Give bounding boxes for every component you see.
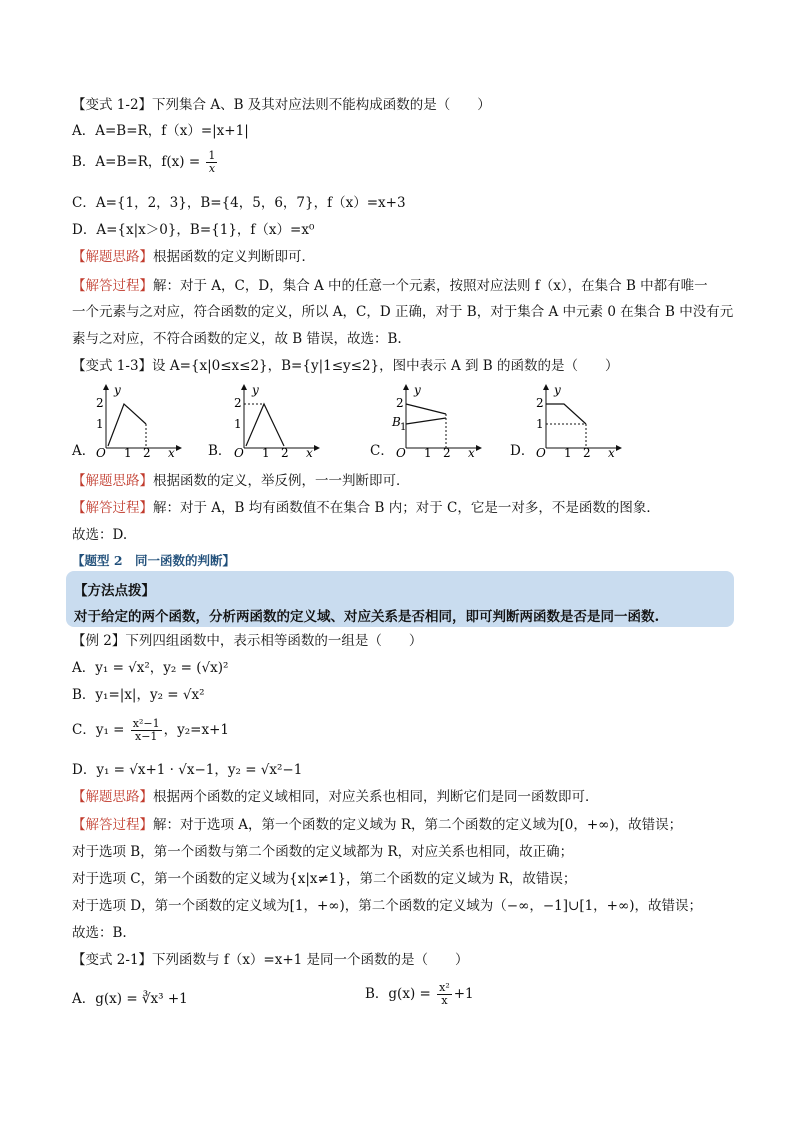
graph-b-tick-x2: 2 [281, 446, 289, 458]
graph-c-tick-y2: 2 [396, 396, 404, 410]
v12-option-b-numerator: 1 [208, 149, 216, 162]
ex2-option-c [72, 718, 229, 743]
ex2-idea [72, 788, 599, 806]
graph-c-tick-x1: 1 [424, 446, 432, 458]
v12-option-b [72, 150, 219, 175]
ex2-idea-text: 根据两个函数的定义域相同，对应关系也相同，判断它们是同一函数即可． [153, 789, 599, 805]
graph-b-origin: O [234, 446, 244, 458]
v12-idea [72, 248, 315, 266]
v21-option-b-fraction [437, 982, 452, 1007]
v12-option-c: C．A={1，2，3}，B={4，5，6，7}，f（x）=x+3 [72, 195, 406, 211]
graph-c-axis-x: x [468, 446, 475, 458]
graph-b-tick-y2: 2 [234, 396, 242, 410]
v12-proc-label: 【解答过程】 [72, 278, 153, 294]
v12-option-b-denominator: x [208, 162, 216, 175]
v21-option-b-denominator: x [441, 994, 448, 1007]
v13-proc-1 [72, 499, 660, 517]
ex2-proc-1 [72, 816, 682, 834]
ex2-option-c-post: ，y₂=x+1 [163, 722, 229, 738]
v12-idea-text: 根据函数的定义判断即可． [153, 249, 315, 265]
graph-b-label: B． [208, 443, 232, 459]
v13-idea-text: 根据函数的定义，举反例，一一判断即可． [153, 473, 410, 489]
graph-d-tick-x1: 1 [564, 446, 572, 458]
graph-a-label: A． [72, 443, 96, 459]
v12-option-a: A．A=B=R，f（x）=|x+1| [72, 123, 249, 139]
graph-a-tick-x1: 1 [124, 446, 132, 458]
ex2-proc-3: 对于选项 C，第一个函数的定义域为{x|x≠1}，第二个函数的定义域为 R，故错误； [72, 871, 577, 887]
ex2-option-c-fraction [131, 718, 162, 743]
method-box [66, 571, 734, 627]
graph-d-axis-x: x [608, 446, 615, 458]
v13-proc-2: 故选：D. [72, 527, 128, 543]
graph-b-axis-x: x [306, 446, 313, 458]
ex2-option-c-denominator: x−1 [134, 730, 158, 743]
v21-option-b [365, 982, 474, 1007]
graph-c-b-label: B [392, 415, 401, 429]
graph-b-tick-x1: 1 [262, 446, 270, 458]
graph-a-tick-x2: 2 [143, 446, 151, 458]
type2-heading: 【题型 2 同一函数的判断】 [72, 553, 236, 568]
v13-proc-text-1: 解：对于 A，B 均有函数值不在集合 B 内；对于 C，它是一对多，不是函数的图象． [153, 500, 660, 516]
v12-proc-2: 一个元素与之对应，符合函数的定义，所以 A，C，D 正确，对于 B，对于集合 A 中元素 0 在集合 B 中没有元 [72, 304, 734, 320]
graph-d [528, 382, 628, 458]
graph-a-axis-y: y [114, 383, 121, 397]
graph-c-tick-x2: 2 [443, 446, 451, 458]
ex2-proc-4: 对于选项 D，第一个函数的定义域为[1，+∞)，第二个函数的定义域为（−∞，−1]∪[1，+∞)，故错误； [72, 898, 703, 914]
v21-title: 【变式 2-1】下列函数与 f（x）=x+1 是同一个函数的是（ ） [72, 952, 469, 968]
ex2-proc-5: 故选：B. [72, 925, 127, 941]
graph-a-tick-y2: 2 [96, 396, 104, 410]
v21-option-a: A．g(x) = ∛x³ +1 [72, 991, 188, 1007]
v21-option-b-post: +1 [453, 986, 474, 1002]
ex2-option-d: D．y₁ = √x+1 · √x−1，y₂ = √x²−1 [72, 762, 303, 778]
v12-option-b-text: B．A=B=R，f(x) = [72, 154, 201, 170]
ex2-option-a: A．y₁ = √x²，y₂ = (√x)² [72, 660, 229, 676]
v12-title: 【变式 1-2】下列集合 A、B 及其对应法则不能构成函数的是（ ） [72, 97, 491, 113]
graph-a-axis-x: x [168, 446, 175, 458]
v12-option-b-fraction [206, 150, 217, 175]
method-label: 【方法点拨】 [74, 583, 155, 599]
ex2-option-c-numerator: x²−1 [132, 717, 160, 730]
v12-proc-1 [72, 277, 708, 295]
graph-d-label: D． [510, 443, 535, 459]
graph-b [226, 382, 326, 458]
v12-proc-text-1: 解：对于 A，C，D，集合 A 中的任意一个元素，按照对应法则 f（x），在集合 B 中都有唯一 [153, 278, 708, 294]
ex2-proc-text-1: 解：对于选项 A，第一个函数的定义域为 R，第二个函数的定义域为[0，+∞)，故错误； [153, 817, 683, 833]
v21-option-b-text: B．g(x) = [365, 986, 431, 1002]
v13-idea-label: 【解题思路】 [72, 473, 153, 489]
graph-d-tick-x2: 2 [583, 446, 591, 458]
v12-idea-label: 【解题思路】 [72, 249, 153, 265]
graph-d-origin: O [536, 446, 546, 458]
v21-option-b-numerator: x² [439, 981, 450, 994]
method-text: 对于给定的两个函数，分析两函数的定义域、对应关系是否相同，即可判断两函数是否是同一函数. [74, 609, 660, 625]
ex2-option-c-text: C．y₁ = [72, 722, 125, 738]
graph-c-tick-y1: 1 [400, 422, 407, 433]
graph-c-axis-y: y [414, 383, 421, 397]
v13-proc-label: 【解答过程】 [72, 500, 153, 516]
graph-c-label: C． [370, 443, 394, 459]
ex2-idea-label: 【解题思路】 [72, 789, 153, 805]
graph-d-tick-y2: 2 [536, 396, 544, 410]
v12-option-d: D．A={x|x＞0}，B={1}，f（x）=x⁰ [72, 222, 315, 238]
graph-d-tick-y1: 1 [536, 417, 544, 431]
graph-c-origin: O [396, 446, 406, 458]
ex2-option-b: B．y₁=|x|，y₂ = √x² [72, 687, 205, 703]
graph-a [88, 382, 188, 458]
graph-d-axis-y: y [554, 383, 561, 397]
ex2-proc-2: 对于选项 B，第一个函数与第二个函数的定义域都为 R，对应关系也相同，故正确； [72, 844, 574, 860]
v13-title: 【变式 1-3】设 A={x|0≤x≤2}，B={y|1≤y≤2}，图中表示 A 到 B 的函数的是（ ） [72, 358, 619, 374]
v13-idea [72, 472, 410, 490]
graph-a-origin: O [96, 446, 106, 458]
ex2-proc-label: 【解答过程】 [72, 817, 153, 833]
graph-b-axis-y: y [252, 383, 259, 397]
graph-a-tick-y1: 1 [96, 417, 104, 431]
v12-proc-3: 素与之对应，不符合函数的定义，故 B 错误，故选：B. [72, 331, 402, 347]
graph-c [388, 382, 488, 458]
ex2-title: 【例 2】下列四组函数中，表示相等函数的一组是（ ） [72, 633, 423, 649]
graph-b-tick-y1: 1 [234, 417, 242, 431]
